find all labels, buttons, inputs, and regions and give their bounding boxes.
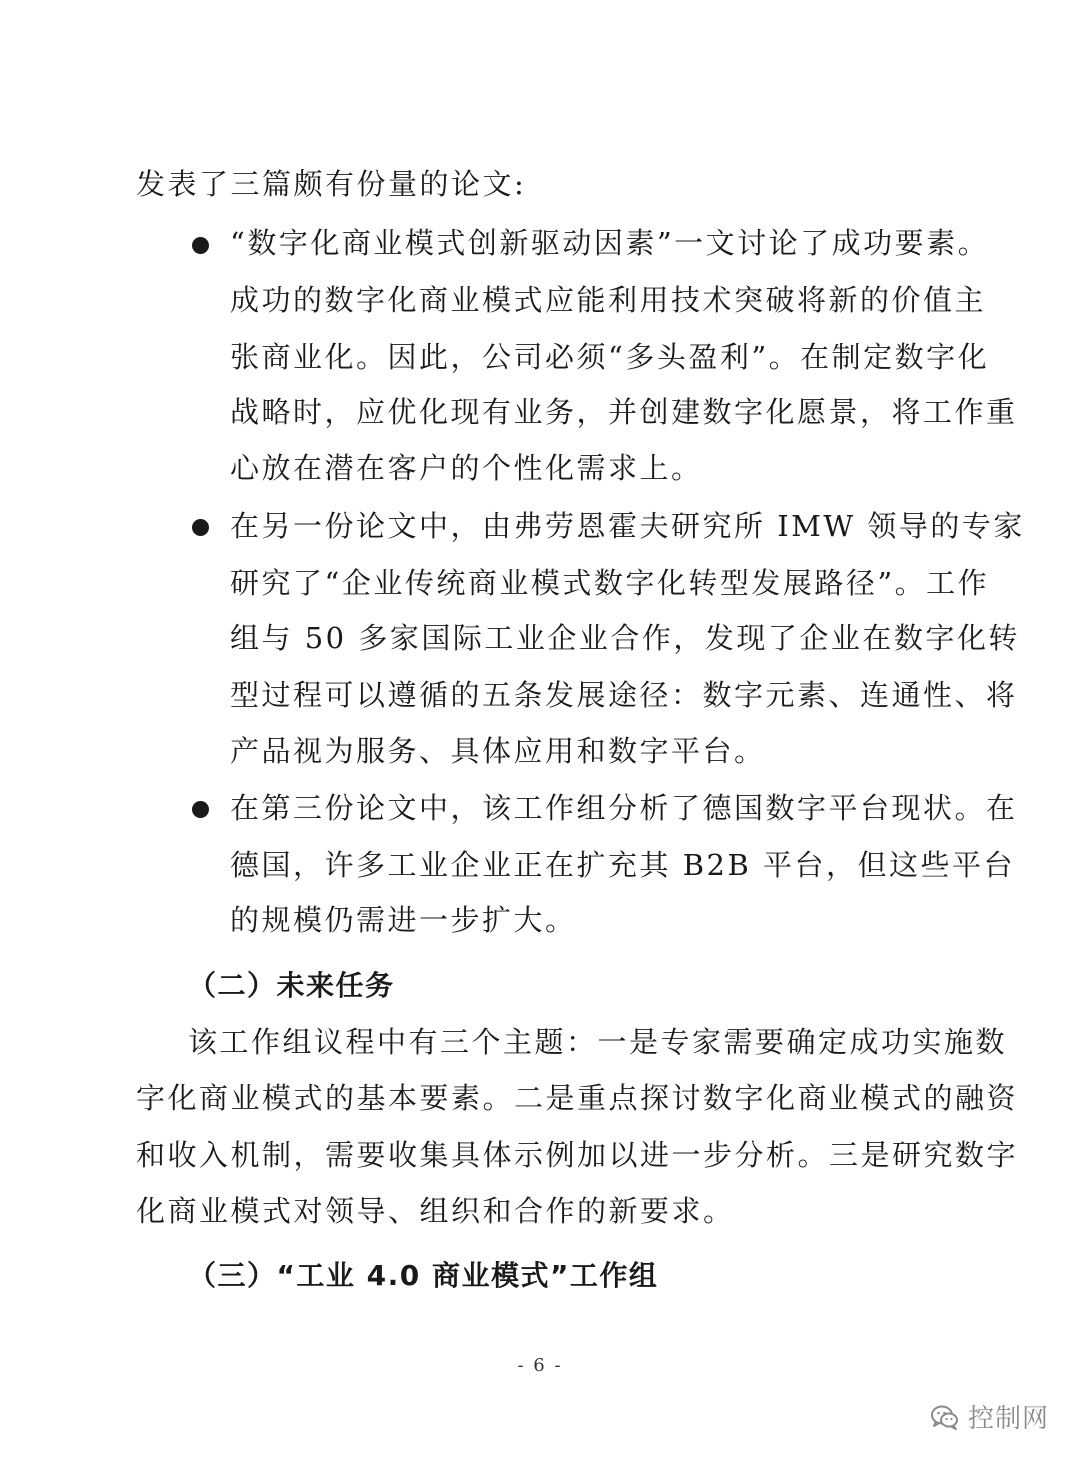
bullet-2-line-5: 产品视为服务、具体应用和数字平台。 [230,734,766,768]
bullet-3-line-2: 德国，许多工业企业正在扩充其 B2B 平台，但这些平台 [230,848,1016,882]
section-2-heading: （二）未来任务 [188,969,395,1002]
watermark-text: 控制网 [968,1404,1050,1434]
page-number: - 6 - [517,1355,563,1376]
section-2-line-4: 化商业模式对领导、组织和合作的新要求。 [136,1194,735,1228]
section-2-line-2: 字化商业模式的基本要素。二是重点探讨数字化商业模式的融资 [136,1081,1019,1115]
section-3-heading: （三）“工业 4.0 商业模式”工作组 [188,1259,659,1292]
bullet-dot-1 [192,237,209,254]
wechat-logo-icon [930,1402,960,1432]
bullet-3-line-1: 在第三份论文中，该工作组分析了德国数字平台现状。在 [230,791,1018,825]
bullet-2-line-4: 型过程可以遵循的五条发展途径：数字元素、连通性、将 [230,678,1018,712]
bullet-1-line-5: 心放在潜在客户的个性化需求上。 [230,451,703,485]
bullet-1-line-1: “数字化商业模式创新驱动因素”一文讨论了成功要素。 [230,226,990,260]
bullet-3-line-3: 的规模仍需进一步扩大。 [230,903,577,937]
bullet-1-line-2: 成功的数字化商业模式应能利用技术突破将新的价值主 [230,283,987,317]
intro-line: 发表了三篇颇有份量的论文: [136,167,527,201]
watermark [930,1398,1049,1435]
bullet-1-line-4: 战略时，应优化现有业务，并创建数字化愿景，将工作重 [230,395,1018,429]
bullet-dot-2 [192,519,209,536]
section-2-line-1: 该工作组议程中有三个主题：一是专家需要确定成功实施数 [188,1025,1008,1059]
bullet-2-line-3: 组与 50 多家国际工业企业合作，发现了企业在数字化转 [230,621,1020,655]
bullet-2-line-2: 研究了“企业传统商业模式数字化转型发展路径”。工作 [230,566,990,600]
section-2-line-3: 和收入机制，需要收集具体示例加以进一步分析。三是研究数字 [136,1138,1019,1172]
bullet-2-line-1: 在另一份论文中，由弗劳恩霍夫研究所 IMW 领导的专家 [230,509,1025,543]
bullet-1-line-3: 张商业化。因此，公司必须“多头盈利”。在制定数字化 [230,340,990,374]
bullet-dot-3 [192,801,209,818]
